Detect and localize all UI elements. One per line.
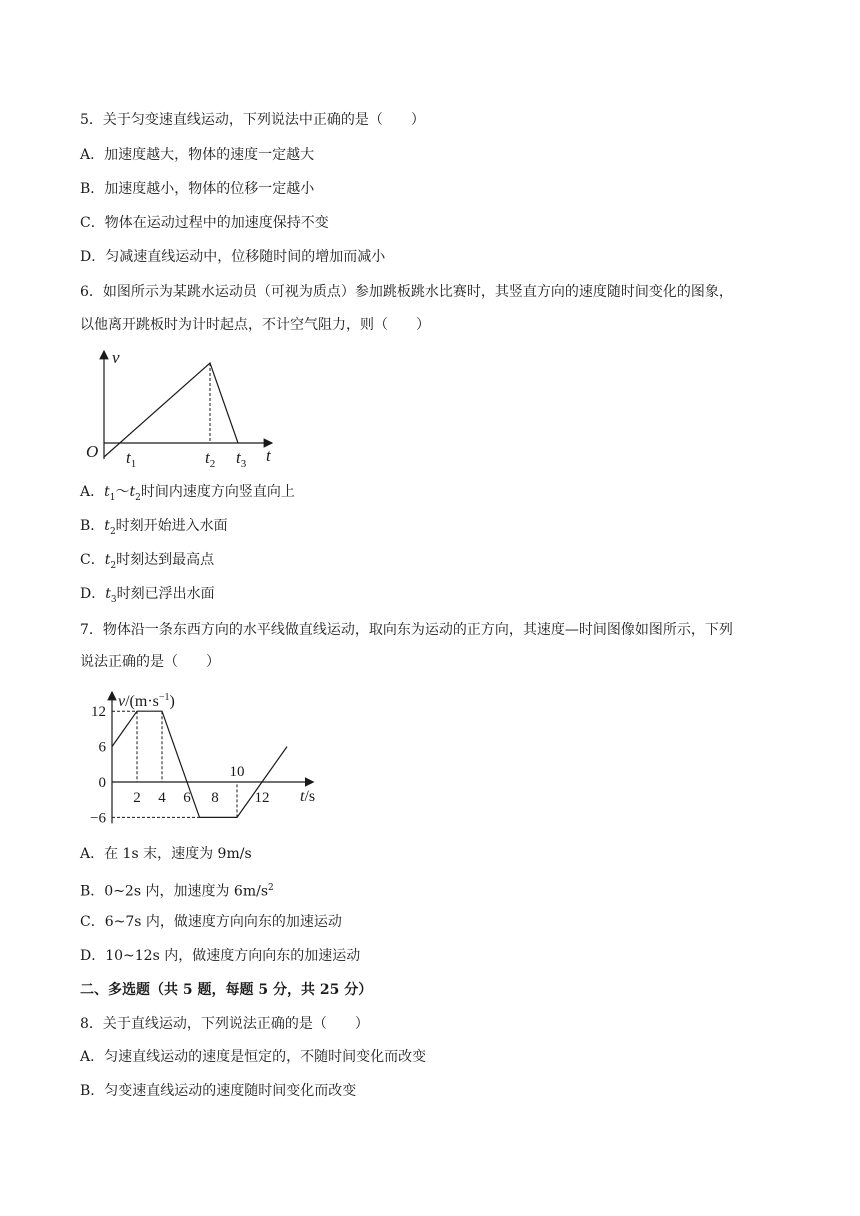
q7-stem-line2: 说法正确的是（ ） (80, 654, 220, 670)
q6-option-d: D．$t_3$时刻已浮出水面 (80, 586, 215, 605)
q5-stem: 5．关于匀变速直线运动，下列说法中正确的是（ ） (80, 112, 425, 128)
q5-option-a: A．加速度越大，物体的速度一定越大 (80, 147, 315, 163)
q8-stem: 8．关于直线运动，下列说法正确的是（ ） (80, 1016, 369, 1032)
q6-stem-line2: 以他离开跳板时为计时起点，不计空气阻力，则（ ） (80, 317, 430, 333)
q5-option-d: D．匀减速直线运动中，位移随时间的增加而减小 (80, 249, 386, 265)
q6-origin-label: O (86, 442, 99, 461)
q6-velocity-time-graph (80, 345, 290, 475)
q7-option-d: D．10~12s 内，做速度方向向东的加速运动 (80, 948, 361, 964)
q7-x-label: t/s (300, 788, 316, 805)
q6-option-b: B．$t_2$时刻开始进入水面 (80, 518, 228, 537)
q6-x-label: t (266, 446, 271, 465)
q6-t2-label: $t_2$ (205, 448, 216, 470)
q6-y-label: v (112, 348, 120, 367)
q7-x-tick-label: 6 (183, 790, 191, 806)
section-multiple-choice-title: 二、多选题（共 5 题，每题 5 分，共 25 分） (80, 982, 373, 998)
q7-x-tick-label: 10 (229, 764, 245, 780)
q6-t3-label: $t_3$ (236, 448, 247, 470)
q6-stem-line1: 6．如图所示为某跳水运动员（可视为质点）参加跳板跳水比赛时，其竖直方向的速度随时间变化的图象， (80, 284, 733, 300)
q8-option-b: B．匀变速直线运动的速度随时间变化而改变 (80, 1083, 357, 1099)
q7-y-tick-label: 6 (98, 739, 106, 756)
q7-y-tick-label: 0 (98, 775, 106, 791)
q7-velocity-time-chart (82, 686, 332, 826)
q5-option-b: B．加速度越小，物体的位移一定越小 (80, 181, 315, 197)
q7-option-b: B．0~2s 内，加速度为 $6m/s^2$ (80, 883, 274, 900)
q7-stem-line1: 7．物体沿一条东西方向的水平线做直线运动，取向东为运动的正方向，其速度—时间图像如图所示，下列 (80, 622, 733, 638)
q7-y-tick-label: −6 (90, 810, 106, 826)
q8-option-a: A．匀速直线运动的速度是恒定的，不随时间变化而改变 (80, 1049, 427, 1065)
q7-x-tick-label: 8 (211, 790, 219, 806)
q6-option-c: C．$t_2$时刻达到最高点 (80, 552, 215, 571)
q7-x-tick-label: 2 (133, 790, 141, 806)
q5-option-c: C．物体在运动过程中的加速度保持不变 (80, 215, 329, 231)
q7-option-a: A．在 1s 末，速度为 9m/s (80, 846, 252, 862)
q6-option-a: A．$t_1\sim t_2$时间内速度方向竖直向上 (80, 484, 295, 503)
q7-y-tick-label: 12 (91, 704, 106, 721)
q6-t1-label: $t_1$ (126, 448, 137, 470)
q7-x-tick-label: 12 (254, 790, 270, 806)
q7-x-tick-label: 4 (158, 790, 166, 806)
q7-option-c: C．6~7s 内，做速度方向向东的加速运动 (80, 914, 342, 930)
q7-y-label: $v/(m\cdot s^{-1})$ (118, 692, 175, 710)
